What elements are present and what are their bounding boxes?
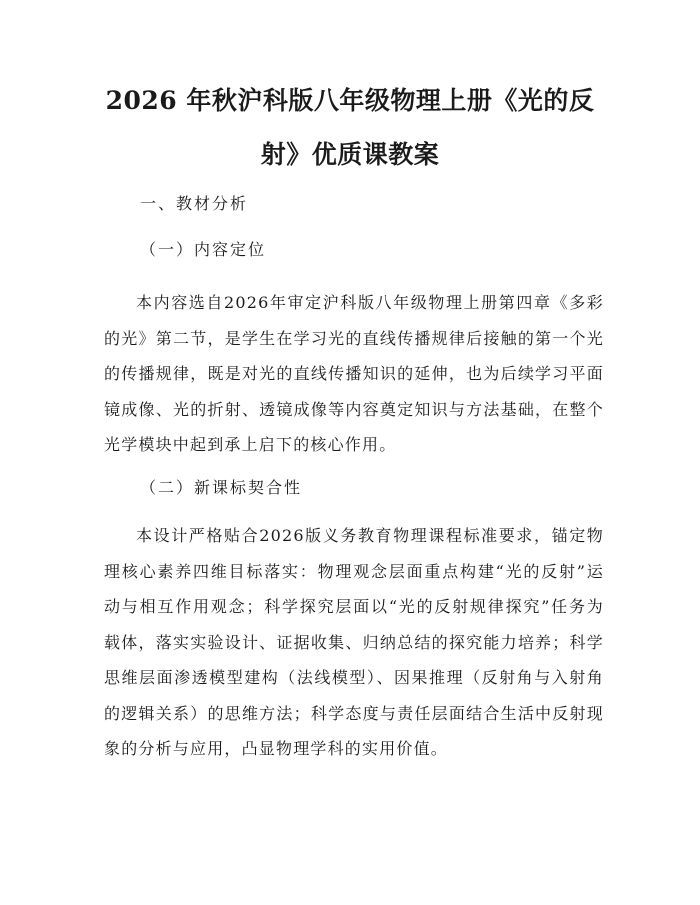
section-heading-textbook-analysis: 一、教材分析 — [140, 194, 249, 213]
paragraph-curriculum-fit: 本设计严格贴合2026版义务教育物理课程标准要求，锚定物理核心素养四维目标落实：物理观念层面重点构建“光的反射”运动与相互作用观念；科学探究层面以“光的反射规律探究”任务为载体，落实实验设计、证据收集、归纳总结的探究能力培养；科学思维层面渗透模型建构（法线模型）、因果推理（反射角与入射角的逻辑关系）的思维方法；科学态度与责任层面结合生活中反射现象的分析与应用，凸显物理学科的实用价值。 — [104, 526, 604, 758]
subsection-heading-content-positioning: （一）内容定位 — [140, 240, 267, 259]
document-title-line-1: 2026 年秋沪科版八年级物理上册《光的反 — [105, 86, 595, 115]
paragraph-content-positioning: 本内容选自2026年审定沪科版八年级物理上册第四章《多彩的光》第二节，是学生在学习光的直线传播规律后接触的第一个光的传播规律，既是对光的直线传播知识的延伸，也为后续学习平面镜成像、光的折射、透镜成像等内容奠定知识与方法基础，在整个光学模块中起到承上启下的核心作用。 — [104, 293, 604, 454]
document-title-line-2: 射》优质课教案 — [260, 140, 440, 169]
subsection-heading-curriculum-fit: （二）新课标契合性 — [140, 478, 303, 497]
